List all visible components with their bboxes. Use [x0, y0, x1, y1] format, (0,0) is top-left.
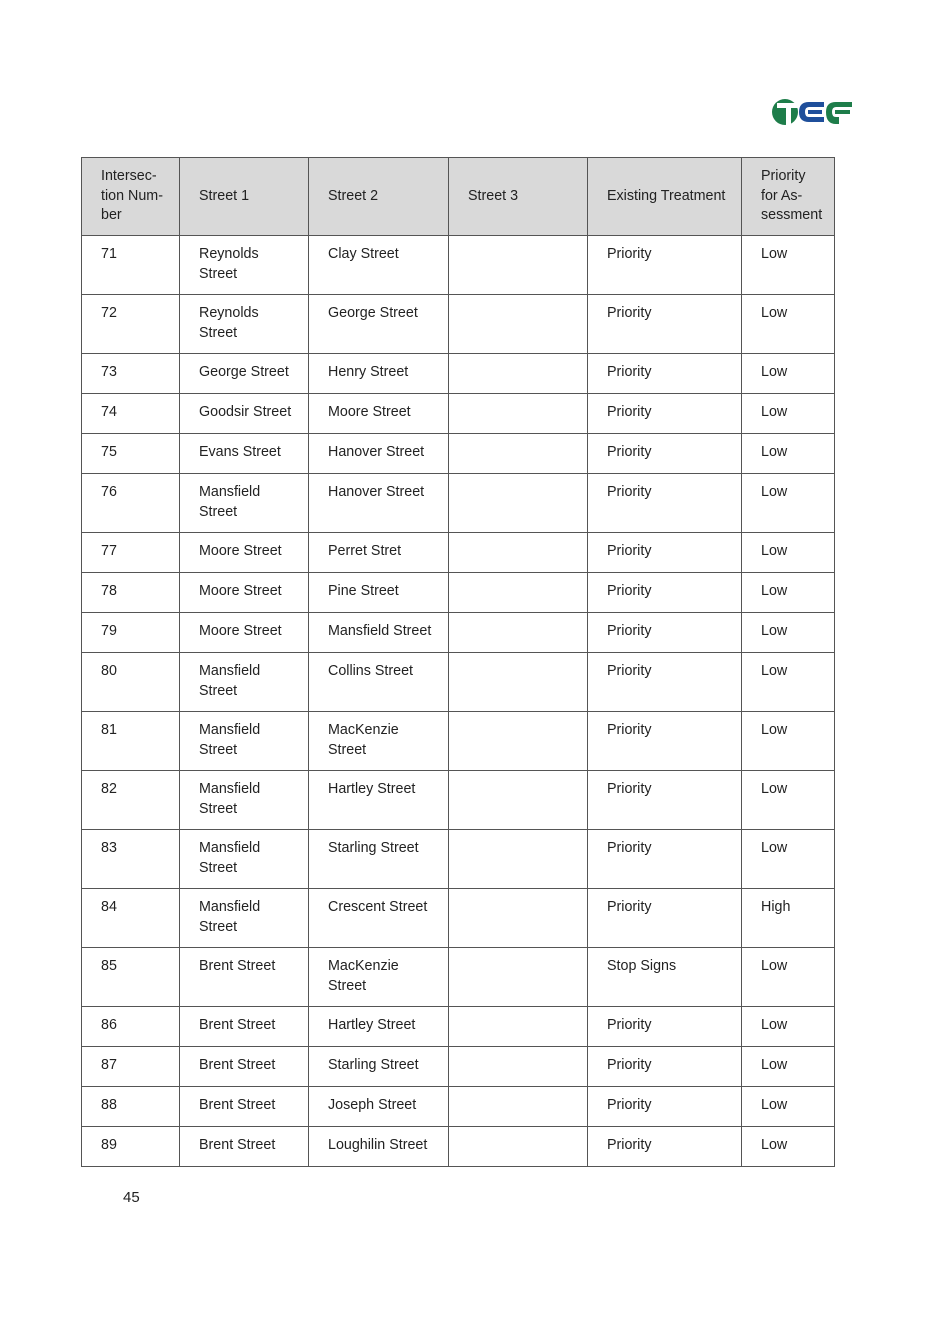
cell-existing-treatment: Priority [588, 474, 742, 533]
cell-street-1: Brent Street [180, 948, 309, 1007]
cell-street-2: MacKenzie Street [309, 712, 449, 771]
cell-street-2: Henry Street [309, 354, 449, 394]
cell-intersection-number: 85 [82, 948, 180, 1007]
cell-intersection-number: 75 [82, 434, 180, 474]
cell-existing-treatment: Priority [588, 236, 742, 295]
cell-street-3 [449, 1127, 588, 1167]
cell-priority: Low [742, 1007, 835, 1047]
cell-intersection-number: 71 [82, 236, 180, 295]
cell-priority: Low [742, 948, 835, 1007]
cell-existing-treatment: Priority [588, 712, 742, 771]
cell-street-1: Mansfield Street [180, 653, 309, 712]
cell-street-1: Mansfield Street [180, 712, 309, 771]
table-row [82, 394, 835, 434]
cell-street-1: Reynolds Street [180, 295, 309, 354]
cell-street-1: Goodsir Street [180, 394, 309, 434]
cell-existing-treatment: Priority [588, 394, 742, 434]
cell-intersection-number: 73 [82, 354, 180, 394]
cell-existing-treatment: Priority [588, 1087, 742, 1127]
cell-street-3 [449, 474, 588, 533]
cell-street-1: Reynolds Street [180, 236, 309, 295]
cell-street-3 [449, 653, 588, 712]
table-row [82, 295, 835, 354]
cell-street-3 [449, 889, 588, 948]
cell-street-2: Hartley Street [309, 771, 449, 830]
cell-street-2: Clay Street [309, 236, 449, 295]
cell-street-3 [449, 830, 588, 889]
cell-street-2: George Street [309, 295, 449, 354]
cell-priority: Low [742, 1127, 835, 1167]
cell-intersection-number: 79 [82, 613, 180, 653]
cell-street-1: Brent Street [180, 1007, 309, 1047]
cell-street-1: Mansfield Street [180, 889, 309, 948]
cell-intersection-number: 88 [82, 1087, 180, 1127]
cell-street-2: Moore Street [309, 394, 449, 434]
cell-existing-treatment: Priority [588, 830, 742, 889]
cell-intersection-number: 78 [82, 573, 180, 613]
cell-street-1: Moore Street [180, 573, 309, 613]
cell-street-2: Hanover Street [309, 434, 449, 474]
cell-street-3 [449, 948, 588, 1007]
table-row [82, 1047, 835, 1087]
cell-existing-treatment: Priority [588, 653, 742, 712]
table-row [82, 1087, 835, 1127]
cell-existing-treatment: Priority [588, 613, 742, 653]
cell-street-2: Collins Street [309, 653, 449, 712]
cell-priority: Low [742, 613, 835, 653]
cell-priority: Low [742, 830, 835, 889]
table-row [82, 533, 835, 573]
cell-intersection-number: 81 [82, 712, 180, 771]
header-street-1: Street 1 [180, 158, 309, 236]
cell-intersection-number: 82 [82, 771, 180, 830]
cell-intersection-number: 86 [82, 1007, 180, 1047]
cell-priority: Low [742, 573, 835, 613]
header-street-2: Street 2 [309, 158, 449, 236]
cell-street-3 [449, 236, 588, 295]
header-priority: Priority for As-sessment [742, 158, 835, 236]
cell-street-3 [449, 573, 588, 613]
cell-street-3 [449, 394, 588, 434]
header-intersection-number: Intersec-tion Num-ber [82, 158, 180, 236]
logo-letter-c-green [826, 102, 852, 124]
cell-priority: Low [742, 653, 835, 712]
cell-street-3 [449, 771, 588, 830]
cell-existing-treatment: Priority [588, 889, 742, 948]
cell-street-2: Pine Street [309, 573, 449, 613]
cell-street-3 [449, 712, 588, 771]
table-row [82, 712, 835, 771]
table-row [82, 236, 835, 295]
cell-street-3 [449, 1087, 588, 1127]
cell-existing-treatment: Priority [588, 771, 742, 830]
cell-street-1: Mansfield Street [180, 474, 309, 533]
cell-priority: Low [742, 533, 835, 573]
cell-intersection-number: 80 [82, 653, 180, 712]
cell-priority: Low [742, 712, 835, 771]
cell-priority: Low [742, 474, 835, 533]
cell-intersection-number: 77 [82, 533, 180, 573]
intersection-table [81, 157, 835, 1167]
cell-intersection-number: 89 [82, 1127, 180, 1167]
cell-existing-treatment: Priority [588, 1127, 742, 1167]
cell-intersection-number: 74 [82, 394, 180, 434]
cell-existing-treatment: Priority [588, 573, 742, 613]
cell-street-2: Crescent Street [309, 889, 449, 948]
table-row [82, 573, 835, 613]
table-row [82, 613, 835, 653]
cell-street-1: Brent Street [180, 1127, 309, 1167]
cell-street-1: Evans Street [180, 434, 309, 474]
page-number: 45 [123, 1189, 140, 1206]
table-body [82, 236, 835, 1167]
company-logo [772, 96, 854, 128]
cell-street-1: Mansfield Street [180, 830, 309, 889]
header-street-3: Street 3 [449, 158, 588, 236]
cell-street-2: Starling Street [309, 830, 449, 889]
cell-street-3 [449, 354, 588, 394]
cell-existing-treatment: Priority [588, 295, 742, 354]
cell-street-1: Brent Street [180, 1087, 309, 1127]
table-row [82, 1007, 835, 1047]
logo-letter-c-blue [799, 102, 824, 122]
cell-street-2: Mansfield Street [309, 613, 449, 653]
cell-street-2: Perret Stret [309, 533, 449, 573]
table-row [82, 434, 835, 474]
cell-intersection-number: 83 [82, 830, 180, 889]
cell-intersection-number: 72 [82, 295, 180, 354]
cell-street-2: Hanover Street [309, 474, 449, 533]
cell-street-1: Moore Street [180, 533, 309, 573]
cell-street-1: Mansfield Street [180, 771, 309, 830]
cell-street-1: George Street [180, 354, 309, 394]
cell-priority: High [742, 889, 835, 948]
cell-intersection-number: 87 [82, 1047, 180, 1087]
table-row [82, 1127, 835, 1167]
cell-priority: Low [742, 771, 835, 830]
cell-street-3 [449, 613, 588, 653]
cell-street-1: Moore Street [180, 613, 309, 653]
table-row [82, 830, 835, 889]
cell-existing-treatment: Priority [588, 1007, 742, 1047]
cell-priority: Low [742, 434, 835, 474]
cell-existing-treatment: Priority [588, 434, 742, 474]
cell-street-2: MacKenzie Street [309, 948, 449, 1007]
table-row [82, 354, 835, 394]
table-header [82, 158, 835, 236]
cell-priority: Low [742, 1047, 835, 1087]
cell-street-2: Joseph Street [309, 1087, 449, 1127]
cell-street-3 [449, 1007, 588, 1047]
cell-street-3 [449, 1047, 588, 1087]
table-row [82, 889, 835, 948]
logo-letter-t [772, 99, 801, 125]
cell-intersection-number: 84 [82, 889, 180, 948]
cell-street-1: Brent Street [180, 1047, 309, 1087]
cell-intersection-number: 76 [82, 474, 180, 533]
table-row [82, 948, 835, 1007]
header-existing-treatment: Existing Treatment [588, 158, 742, 236]
table-row [82, 771, 835, 830]
cell-street-2: Loughilin Street [309, 1127, 449, 1167]
table-row [82, 474, 835, 533]
cell-priority: Low [742, 394, 835, 434]
cell-street-2: Hartley Street [309, 1007, 449, 1047]
cell-street-3 [449, 533, 588, 573]
cell-priority: Low [742, 236, 835, 295]
cell-existing-treatment: Priority [588, 354, 742, 394]
cell-street-3 [449, 434, 588, 474]
cell-street-2: Starling Street [309, 1047, 449, 1087]
cell-priority: Low [742, 1087, 835, 1127]
cell-street-3 [449, 295, 588, 354]
cell-priority: Low [742, 354, 835, 394]
cell-priority: Low [742, 295, 835, 354]
cell-existing-treatment: Priority [588, 533, 742, 573]
cell-existing-treatment: Priority [588, 1047, 742, 1087]
table-row [82, 653, 835, 712]
header-row [82, 158, 835, 236]
cell-existing-treatment: Stop Signs [588, 948, 742, 1007]
